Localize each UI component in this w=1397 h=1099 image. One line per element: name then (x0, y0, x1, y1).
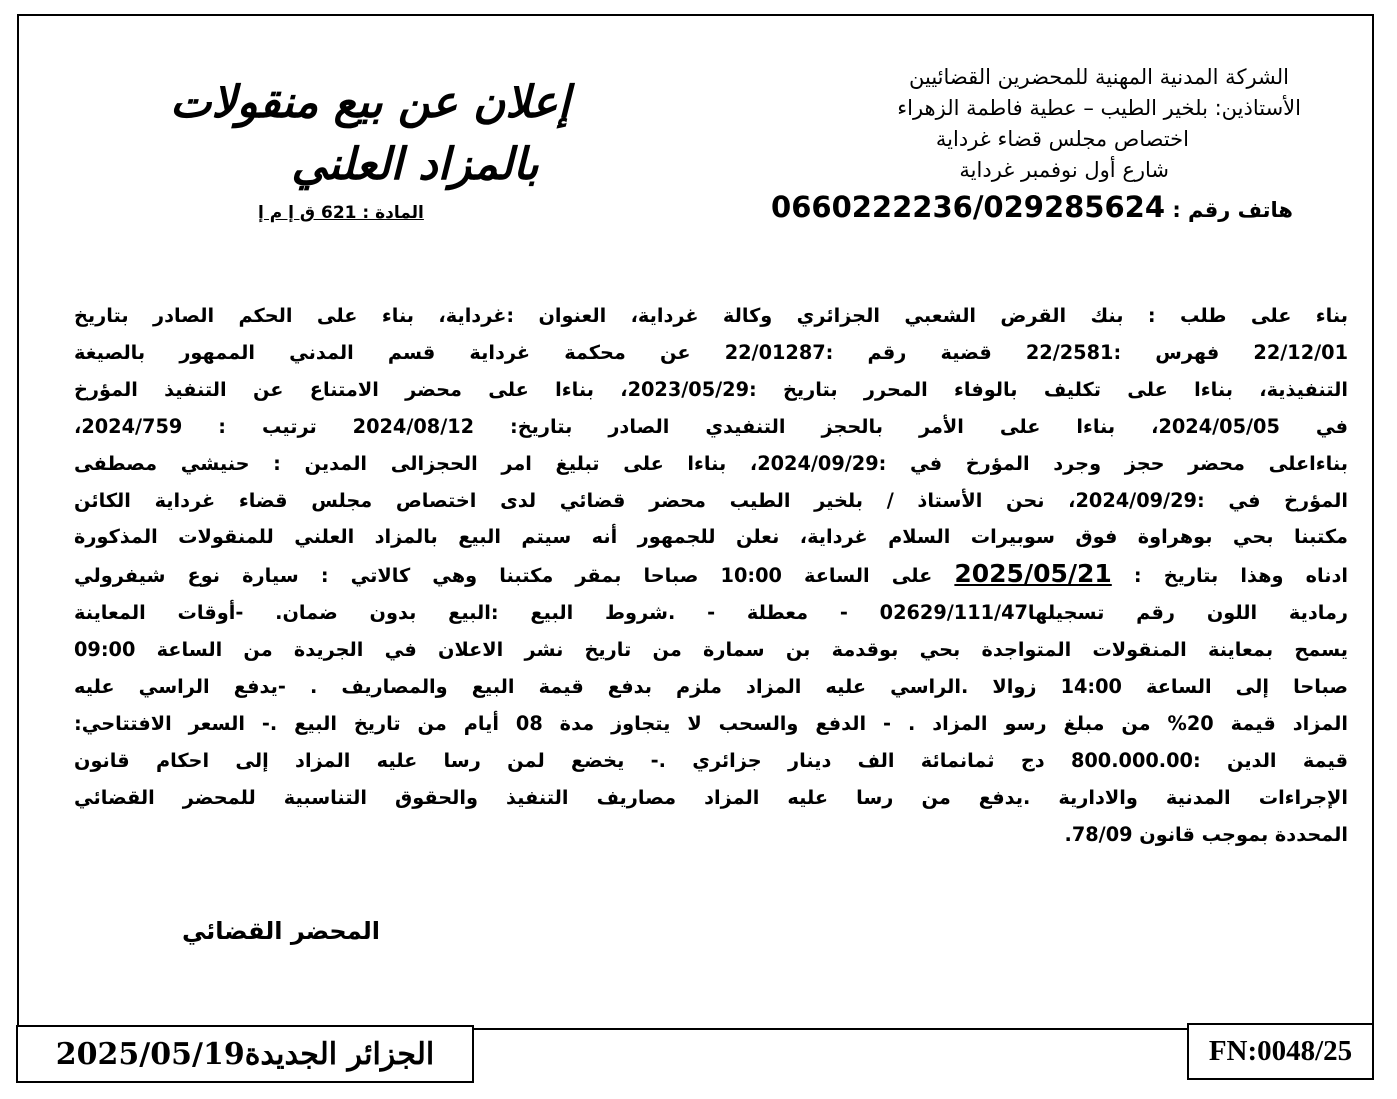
body-line: الإجراءات المدنية والادارية .يدفع من رسا عليه المزاد مصاريف التنفيذ والحقوق التناسبية للمحضر القضائي (74, 785, 1348, 809)
company-name: الشركة المدنية المهنية للمحضرين القضائيين (909, 65, 1289, 89)
body-line: التنفيذية، بناءا على تكليف بالوفاء المحرر بتاريخ :2023/05/29، بناءا على محضر الامتناع عن التنفيذ المؤرخ (74, 377, 1348, 401)
body-line: المؤرخ في :2024/09/29، نحن الأستاذ / بلخير الطيب محضر قضائي لدى اختصاص مجلس قضاء غرداية الكائن (74, 488, 1348, 512)
file-number: FN:0048/25 (1208, 1035, 1353, 1067)
body-line: بناءاعلى محضر حجز وجرد المؤرخ في :2024/09/29، بناءا على تبليغ امر الحجزالى المدين : حنيشي مصطفى (74, 451, 1348, 475)
phone-numbers: 0660222236/029285624 (771, 190, 1166, 224)
body-line-sale-date (74, 556, 1348, 595)
phone-line (689, 192, 1293, 226)
newspaper-date-box (16, 1025, 474, 1083)
body-line: صباحا إلى الساعة 14:00 زوالا .الراسي عليه المزاد ملزم بدفع قيمة البيع والمصاريف . -يدفع الراسي عليه (74, 675, 1348, 699)
file-number-box (1187, 1023, 1374, 1080)
newspaper-name: الجزائر الجديدة (244, 1036, 435, 1072)
body-line: 22/12/01 فهرس :22/2581 قضية رقم :22/01287 عن محكمة غرداية قسم المدني الممهور بالصيغة (74, 340, 1349, 364)
body-line: المحددة بموجب قانون 78/09. (1064, 822, 1348, 846)
body-line: المزاد قيمة 20% من مبلغ رسو المزاد . - الدفع والسحب لا يتجاوز مدة 08 أيام من تاريخ البيع .- السعر الافتتاحي: (74, 711, 1348, 735)
announcement-body (74, 298, 1348, 854)
publication-date: 2025/05/19 (55, 1036, 245, 1072)
address: شارع أول نوفمبر غرداية (959, 158, 1169, 182)
body-line: قيمة الدين :800.000.00 دج ثمانمائة الف دينار جزائري .- يخضع لمن رسا عليه المزاد إلى احكام قانون (74, 748, 1348, 772)
body-line: يسمح بمعاينة المنقولات المتواجدة بحي بوقدمة بن سمارة من تاريخ نشر الاعلان في الجريدة من الساعة 09:00 (74, 638, 1348, 662)
body-line: رمادية اللون رقم تسجيلها02629/111/47 - معطلة - .شروط البيع :البيع بدون ضمان. -أوقات المعاينة (74, 601, 1348, 625)
body-line: بناء على طلب : بنك القرض الشعبي الجزائري وكالة غرداية، العنوان :غرداية، بناء على الحكم الصادر بتاريخ (74, 304, 1348, 327)
legal-article-reference: المادة : 621 ق إ م إ (258, 203, 424, 223)
sale-date-prefix: ادناه وهذا بتاريخ : (1133, 564, 1348, 588)
jurisdiction: اختصاص مجلس قضاء غرداية (935, 127, 1189, 151)
body-line: في 2024/05/05، بناءا على الأمر بالحجز التنفيدي الصادر بتاريخ: 2024/08/12 ترتيب : 2024/759، (74, 414, 1348, 438)
sender-block (689, 62, 1301, 226)
announcement-title (140, 72, 600, 196)
sale-date: 2025/05/21 (954, 559, 1112, 589)
title-line-2: بالمزاد العلني (291, 139, 539, 190)
signature: المحضر القضائي (182, 917, 381, 945)
phone-label: هاتف رقم : (1172, 198, 1293, 222)
title-line-1: إعلان عن بيع منقولات (169, 77, 571, 128)
body-line: مكتبنا بحي بوهراوة فوق سوبيرات السلام غرداية، نعلن للجمهور أنه سيتم البيع بالمزاد العلني للمنقولات المذكورة (74, 525, 1348, 549)
sale-date-suffix: على الساعة 10:00 صباحا بمقر مكتبنا وهي كالاتي : سيارة نوع شيفرولي (74, 564, 933, 588)
bailiff-names: الأستاذين: بلخير الطيب – عطية فاطمة الزهراء (897, 96, 1301, 120)
